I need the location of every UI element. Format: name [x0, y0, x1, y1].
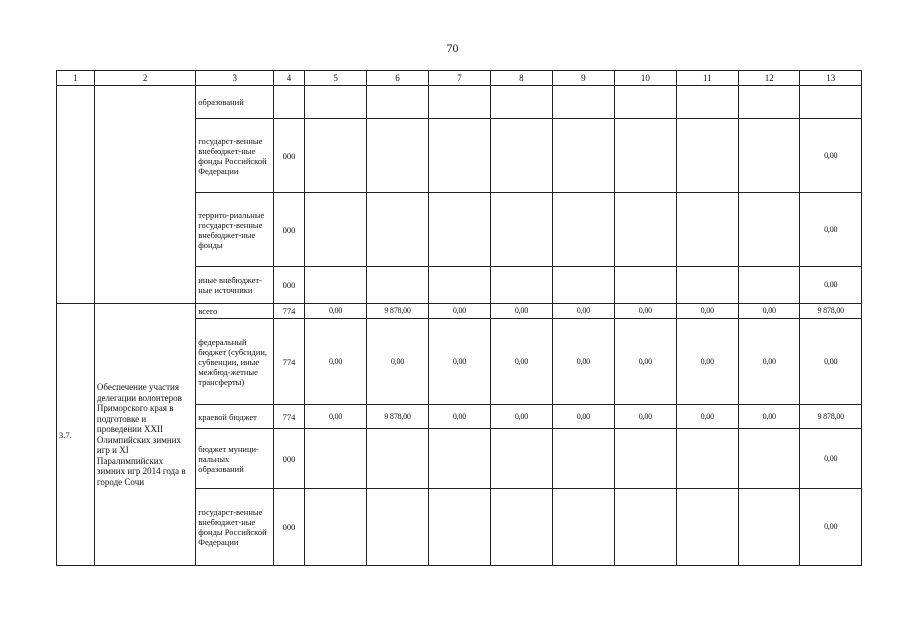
col-header-7: 7: [428, 71, 490, 86]
header-row: [57, 71, 862, 86]
code-cell: 000: [274, 489, 305, 566]
col-header-13: 13: [800, 71, 862, 86]
col-header-12: 12: [739, 71, 800, 86]
value-cell: 0,00: [676, 304, 738, 319]
source-cell: государст-венные внебюджет-ные фонды Российской Федерации: [196, 489, 274, 566]
value-cell: 0,00: [491, 319, 552, 405]
code-cell: 000: [274, 267, 305, 304]
total-cell: 0,00: [800, 193, 862, 267]
value-cell: 0,00: [304, 319, 366, 405]
total-cell: 0,00: [800, 319, 862, 405]
source-cell: бюджет муници-пальных образований: [196, 429, 274, 489]
value-cell: 9 878,00: [367, 405, 428, 429]
code-cell: 000: [274, 429, 305, 489]
source-cell: федеральный бюджет (субсидии, субвенции, иные межбюд-жетные трансферты): [196, 319, 274, 405]
col-header-10: 10: [615, 71, 676, 86]
value-cell: 0,00: [676, 319, 738, 405]
budget-table: [56, 70, 862, 566]
value-cell: 0,00: [739, 304, 800, 319]
code-cell: 000: [274, 193, 305, 267]
total-cell: 0,00: [800, 267, 862, 304]
value-cell: 0,00: [739, 319, 800, 405]
item-number-cell: [57, 86, 95, 304]
value-cell: 0,00: [428, 319, 490, 405]
value-cell: 0,00: [615, 304, 676, 319]
code-cell: 774: [274, 405, 305, 429]
measure-description: Обеспечение участия делегации волонтеров Приморского края в подготовке и проведении XXII Олимпийских зимних игр и XI Паралимпийских зимних игр 2014 года в городе Сочи: [94, 304, 195, 566]
col-header-2: 2: [94, 71, 195, 86]
value-cell: 0,00: [491, 304, 552, 319]
value-cell: 0,00: [367, 319, 428, 405]
value-cell: 0,00: [552, 319, 614, 405]
col-header-4: 4: [274, 71, 305, 86]
table-row: [57, 304, 862, 319]
value-cell: 0,00: [491, 405, 552, 429]
col-header-1: 1: [57, 71, 95, 86]
value-cell: 0,00: [552, 405, 614, 429]
total-cell: 0,00: [800, 119, 862, 193]
value-cell: 0,00: [428, 405, 490, 429]
value-cell: 0,00: [304, 304, 366, 319]
col-header-5: 5: [304, 71, 366, 86]
item-number: 3.7.: [57, 304, 95, 566]
code-cell: [274, 86, 305, 119]
table-row: [57, 86, 862, 119]
col-header-9: 9: [552, 71, 614, 86]
col-header-8: 8: [491, 71, 552, 86]
value-cell: 0,00: [676, 405, 738, 429]
value-cell: 0,00: [552, 304, 614, 319]
code-cell: 774: [274, 319, 305, 405]
value-cell: 0,00: [615, 319, 676, 405]
code-cell: 774: [274, 304, 305, 319]
total-cell: 0,00: [800, 429, 862, 489]
total-cell: 9 878,00: [800, 304, 862, 319]
total-cell: 9 878,00: [800, 405, 862, 429]
value-cell: 0,00: [428, 304, 490, 319]
value-cell: 9 878,00: [367, 304, 428, 319]
total-cell: 0,00: [800, 489, 862, 566]
source-cell: государст-венные внебюджет-ные фонды Российской Федерации: [196, 119, 274, 193]
measure-cell: [94, 86, 195, 304]
col-header-11: 11: [676, 71, 738, 86]
value-cell: 0,00: [739, 405, 800, 429]
source-cell: краевой бюджет: [196, 405, 274, 429]
source-cell: образований: [196, 86, 274, 119]
code-cell: 000: [274, 119, 305, 193]
col-header-3: 3: [196, 71, 274, 86]
value-cell: 0,00: [615, 405, 676, 429]
col-header-6: 6: [367, 71, 428, 86]
page-number: 70: [446, 41, 459, 55]
source-cell: всего: [196, 304, 274, 319]
source-cell: иные внебюджет-ные источники: [196, 267, 274, 304]
value-cell: 0,00: [304, 405, 366, 429]
source-cell: террито-риальные государст-венные внебюджет-ные фонды: [196, 193, 274, 267]
